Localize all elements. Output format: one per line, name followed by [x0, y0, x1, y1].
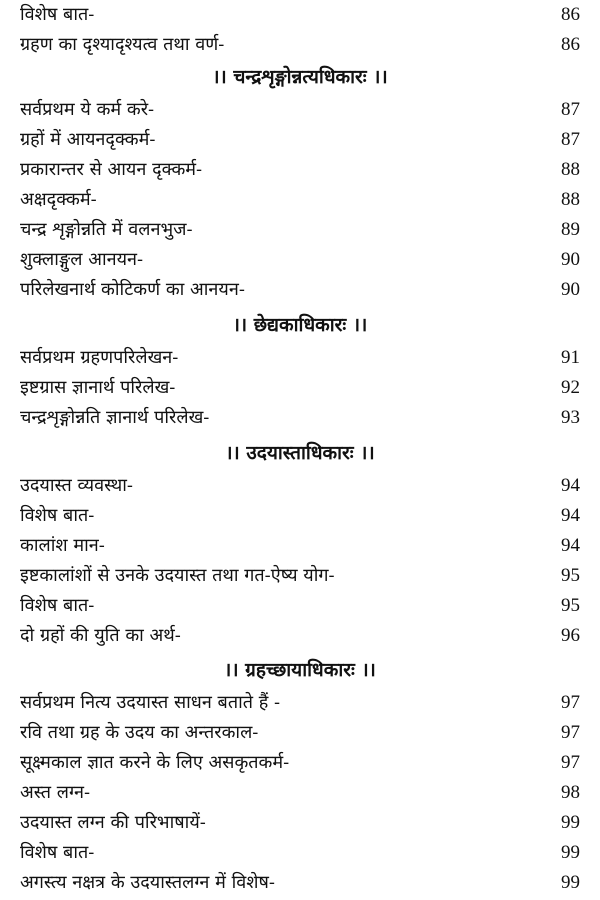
toc-entry — [20, 688, 580, 718]
toc-entry-page: 99 — [561, 812, 580, 833]
toc-entry-title: विशेष बात- — [20, 505, 95, 526]
toc-entry-title: ग्रहों में आयनदृक्कर्म- — [20, 129, 156, 150]
toc-entry — [20, 0, 580, 30]
toc-entry — [20, 275, 580, 305]
toc-entry-title: उदयास्त व्यवस्था- — [20, 475, 133, 496]
toc-entry-title: सूक्ष्मकाल ज्ञात करने के लिए असकृतकर्म- — [20, 752, 290, 773]
toc-entry-title: चन्द्र शृङ्गोन्नति में वलनभुज- — [20, 219, 193, 240]
toc-entry — [20, 808, 580, 838]
toc-entry — [20, 868, 580, 898]
toc-entry-title: इष्टकालांशों से उनके उदयास्त तथा गत-ऐष्य योग- — [20, 565, 335, 586]
toc-entry-title: अगस्त्य नक्षत्र के उदयास्तलग्न में विशेष- — [20, 872, 276, 893]
toc-entry-page: 96 — [561, 625, 580, 646]
section-heading: ।। ग्रहच्छायाधिकारः ।। — [224, 659, 376, 681]
toc-entry — [20, 373, 580, 403]
toc-entry-title: शुक्लाङ्गुल आनयन- — [20, 249, 144, 270]
toc-entry-title: सर्वप्रथम ये कर्म करे- — [20, 99, 155, 120]
toc-entry — [20, 30, 580, 60]
toc-entry-title: सर्वप्रथम नित्य उदयास्त साधन बताते हैं - — [20, 692, 281, 713]
toc-entry — [20, 155, 580, 185]
toc-entry-title: उदयास्त लग्न की परिभाषायें- — [20, 812, 206, 833]
toc-entry-page: 92 — [561, 377, 580, 398]
toc-entry-title: प्रकारान्तर से आयन दृक्कर्म- — [20, 159, 203, 180]
toc-entry-page: 94 — [561, 475, 580, 496]
toc-entry-page: 97 — [561, 722, 580, 743]
toc-entry — [20, 748, 580, 778]
toc-entry-title: अक्षदृक्कर्म- — [20, 189, 97, 210]
toc-entry — [20, 501, 580, 531]
toc-entry-title: अस्त लग्न- — [20, 782, 91, 803]
toc-entry-page: 99 — [561, 842, 580, 863]
toc-entry-page: 95 — [561, 565, 580, 586]
toc-entry-page: 97 — [561, 752, 580, 773]
toc-entry-page: 94 — [561, 535, 580, 556]
toc-entry-title: चन्द्रशृङ्गोन्नति ज्ञानार्थ परिलेख- — [20, 407, 210, 428]
toc-entry — [20, 215, 580, 245]
toc-entry — [20, 531, 580, 561]
toc-entry — [20, 621, 580, 651]
toc-entry — [20, 561, 580, 591]
toc-entry-title: इष्टग्रास ज्ञानार्थ परिलेख- — [20, 377, 176, 398]
toc-entry — [20, 343, 580, 373]
toc-entry-page: 87 — [561, 99, 580, 120]
toc-entry-page: 90 — [561, 279, 580, 300]
toc-entry-page: 98 — [561, 782, 580, 803]
toc-entry-page: 97 — [561, 692, 580, 713]
toc-entry-page: 99 — [561, 872, 580, 893]
toc-entry-page: 95 — [561, 595, 580, 616]
toc-entry — [20, 245, 580, 275]
toc-entry-page: 88 — [561, 189, 580, 210]
toc-entry-page: 93 — [561, 407, 580, 428]
section-heading: ।। छेद्यकाधिकारः ।। — [232, 314, 368, 336]
toc-entry-title: रवि तथा ग्रह के उदय का अन्तरकाल- — [20, 722, 259, 743]
toc-entry-title: ग्रहण का दृश्यादृश्यत्व तथा वर्ण- — [20, 34, 225, 55]
toc-entry-title: कालांश मान- — [20, 535, 105, 556]
toc-entry — [20, 838, 580, 868]
toc-entry — [20, 403, 580, 433]
toc-entry-title: दो ग्रहों की युति का अर्थ- — [20, 625, 181, 646]
toc-entry — [20, 471, 580, 501]
section-heading: ।। चन्द्रशृङ्गोन्नत्यधिकारः ।। — [212, 66, 388, 88]
toc-entry-page: 89 — [561, 219, 580, 240]
toc-entry — [20, 778, 580, 808]
toc-entry-page: 88 — [561, 159, 580, 180]
toc-entry-page: 94 — [561, 505, 580, 526]
toc-entry-title: विशेष बात- — [20, 4, 95, 25]
toc-entry-title: परिलेखनार्थ कोटिकर्ण का आनयन- — [20, 279, 245, 300]
toc-entry-page: 86 — [561, 34, 580, 55]
section-heading: ।। उदयास्ताधिकारः ।। — [225, 442, 375, 464]
toc-entry-page: 91 — [561, 347, 580, 368]
toc-entry-title: सर्वप्रथम ग्रहणपरिलेखन- — [20, 347, 179, 368]
toc-entry-page: 87 — [561, 129, 580, 150]
toc-entry-page: 90 — [561, 249, 580, 270]
toc-entry — [20, 591, 580, 621]
toc-entry — [20, 718, 580, 748]
toc-entry-title: विशेष बात- — [20, 842, 95, 863]
toc-entry — [20, 95, 580, 125]
toc-entry-page: 86 — [561, 4, 580, 25]
toc-entry — [20, 125, 580, 155]
toc-entry-title: विशेष बात- — [20, 595, 95, 616]
toc-entry — [20, 185, 580, 215]
